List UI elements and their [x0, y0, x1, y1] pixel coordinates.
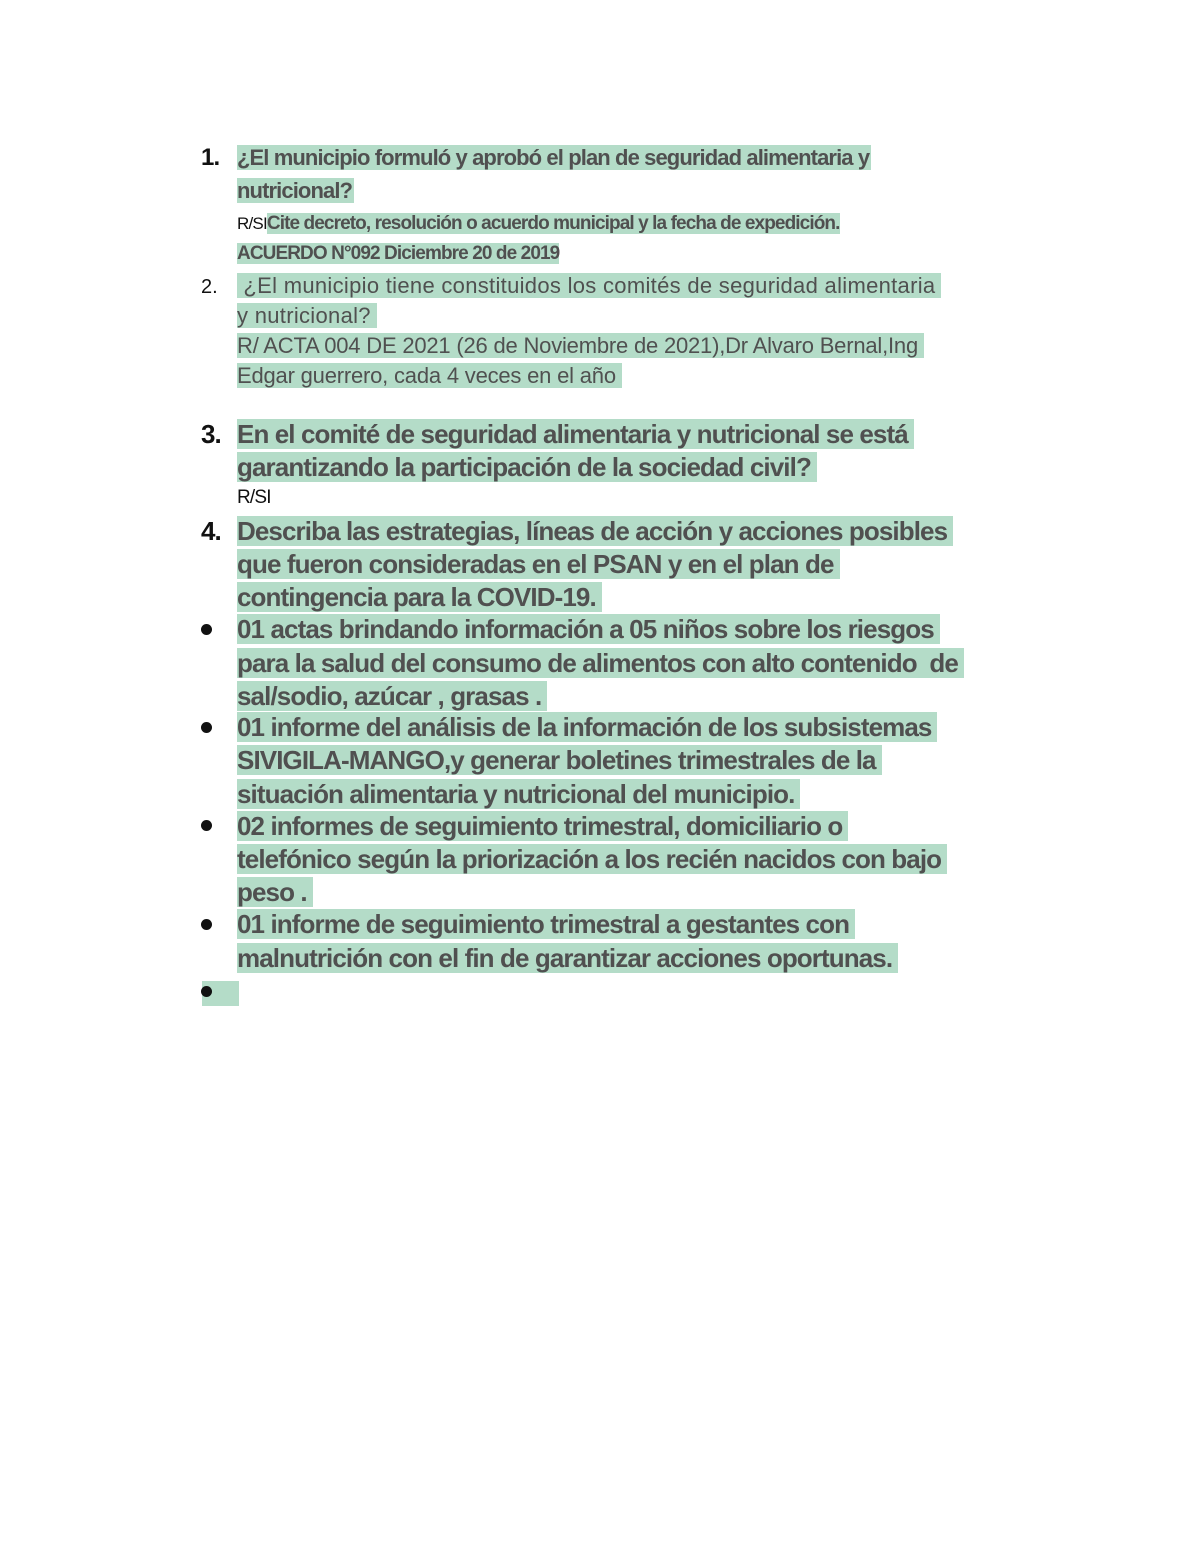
answer-1-text-2: ACUERDO N°092 Diciembre 20 de 2019 [237, 243, 560, 264]
bullet-icon [201, 820, 212, 831]
bullet-3-line-1 [237, 810, 848, 843]
question-4-text-3: contingencia para la COVID-19. [237, 582, 602, 612]
list-number-3: 3. [201, 419, 221, 449]
answer-2-text-2: Edgar guerrero, cada 4 veces en el año [237, 363, 622, 388]
answer-1-line-1 [237, 211, 840, 237]
answer-1-line-2 [237, 241, 559, 267]
question-2-text-2: y nutricional? [237, 303, 377, 328]
question-3-text-1: En el comité de seguridad alimentaria y nutricional se está [237, 419, 914, 449]
bullet-2-text-3: situación alimentaria y nutricional del municipio. [237, 779, 800, 809]
bullet-2-text-2: SIVIGILA-MANGO,y generar boletines trimestrales de la [237, 745, 882, 775]
answer-3-line-1 [237, 487, 271, 509]
question-1-text-1: ¿El municipio formuló y aprobó el plan de seguridad alimentaria y [237, 145, 870, 170]
question-4-line-1 [237, 515, 953, 548]
answer-2-line-2 [237, 362, 622, 390]
list-number-1: 1. [201, 144, 220, 171]
question-1-line-1 [237, 143, 871, 173]
answer-1-text-1: Cite decreto, resolución o acuerdo municipal y la fecha de expedición. [266, 213, 840, 234]
bullet-3-line-3 [237, 876, 313, 909]
bullet-icon [201, 722, 212, 733]
bullet-4-text-2: malnutrición con el fin de garantizar acciones oportunas. [237, 943, 898, 973]
bullet-icon [201, 986, 212, 997]
answer-2-text-1: R/ ACTA 004 DE 2021 (26 de Noviembre de 2021),Dr Alvaro Bernal,Ing [237, 333, 924, 358]
answer-1-prefix: R/SI [237, 214, 267, 233]
list-number-2: 2. [201, 276, 218, 298]
answer-3-prefix: R/SI [237, 487, 271, 508]
bullet-3-text-2: telefónico según la priorización a los recién nacidos con bajo [237, 844, 947, 874]
bullet-1-line-2 [237, 647, 964, 680]
question-2-line-1 [237, 272, 941, 300]
bullet-2-line-2 [237, 744, 882, 777]
bullet-1-text-2: para la salud del consumo de alimentos con alto contenido de [237, 648, 964, 678]
question-1-text-2: nutricional? [237, 178, 353, 203]
bullet-4-text-1: 01 informe de seguimiento trimestral a gestantes con [237, 909, 855, 939]
question-1-line-2 [237, 176, 354, 206]
bullet-2-line-3 [237, 778, 800, 811]
list-number-4: 4. [201, 516, 221, 546]
question-4-text-2: que fueron consideradas en el PSAN y en el plan de [237, 549, 840, 579]
bullet-3-line-2 [237, 843, 947, 876]
bullet-2-text-1: 01 informe del análisis de la información de los subsistemas [237, 712, 937, 742]
question-3-line-1 [237, 418, 914, 451]
bullet-3-text-3: peso . [237, 877, 313, 907]
bullet-1-line-3 [237, 680, 547, 713]
answer-2-line-1 [237, 332, 924, 360]
bullet-4-line-1 [237, 908, 855, 941]
bullet-2-line-1 [237, 711, 937, 744]
bullet-1-text-1: 01 actas brindando información a 05 niños sobre los riesgos [237, 614, 940, 644]
question-3-text-2: garantizando la participación de la sociedad civil? [237, 452, 817, 482]
bullet-3-text-1: 02 informes de seguimiento trimestral, domiciliario o [237, 811, 848, 841]
question-2-text-1: ¿El municipio tiene constituidos los comités de seguridad alimentaria [237, 273, 941, 298]
question-4-text-1: Describa las estrategias, líneas de acción y acciones posibles [237, 516, 953, 546]
bullet-4-line-2 [237, 942, 898, 975]
bullet-1-line-1 [237, 613, 940, 646]
question-4-line-2 [237, 548, 840, 581]
bullet-1-text-3: sal/sodio, azúcar , grasas . [237, 681, 547, 711]
bullet-icon [201, 624, 212, 635]
question-4-line-3 [237, 581, 602, 614]
question-3-line-2 [237, 451, 817, 484]
question-2-line-2 [237, 302, 377, 330]
bullet-icon [201, 919, 212, 930]
